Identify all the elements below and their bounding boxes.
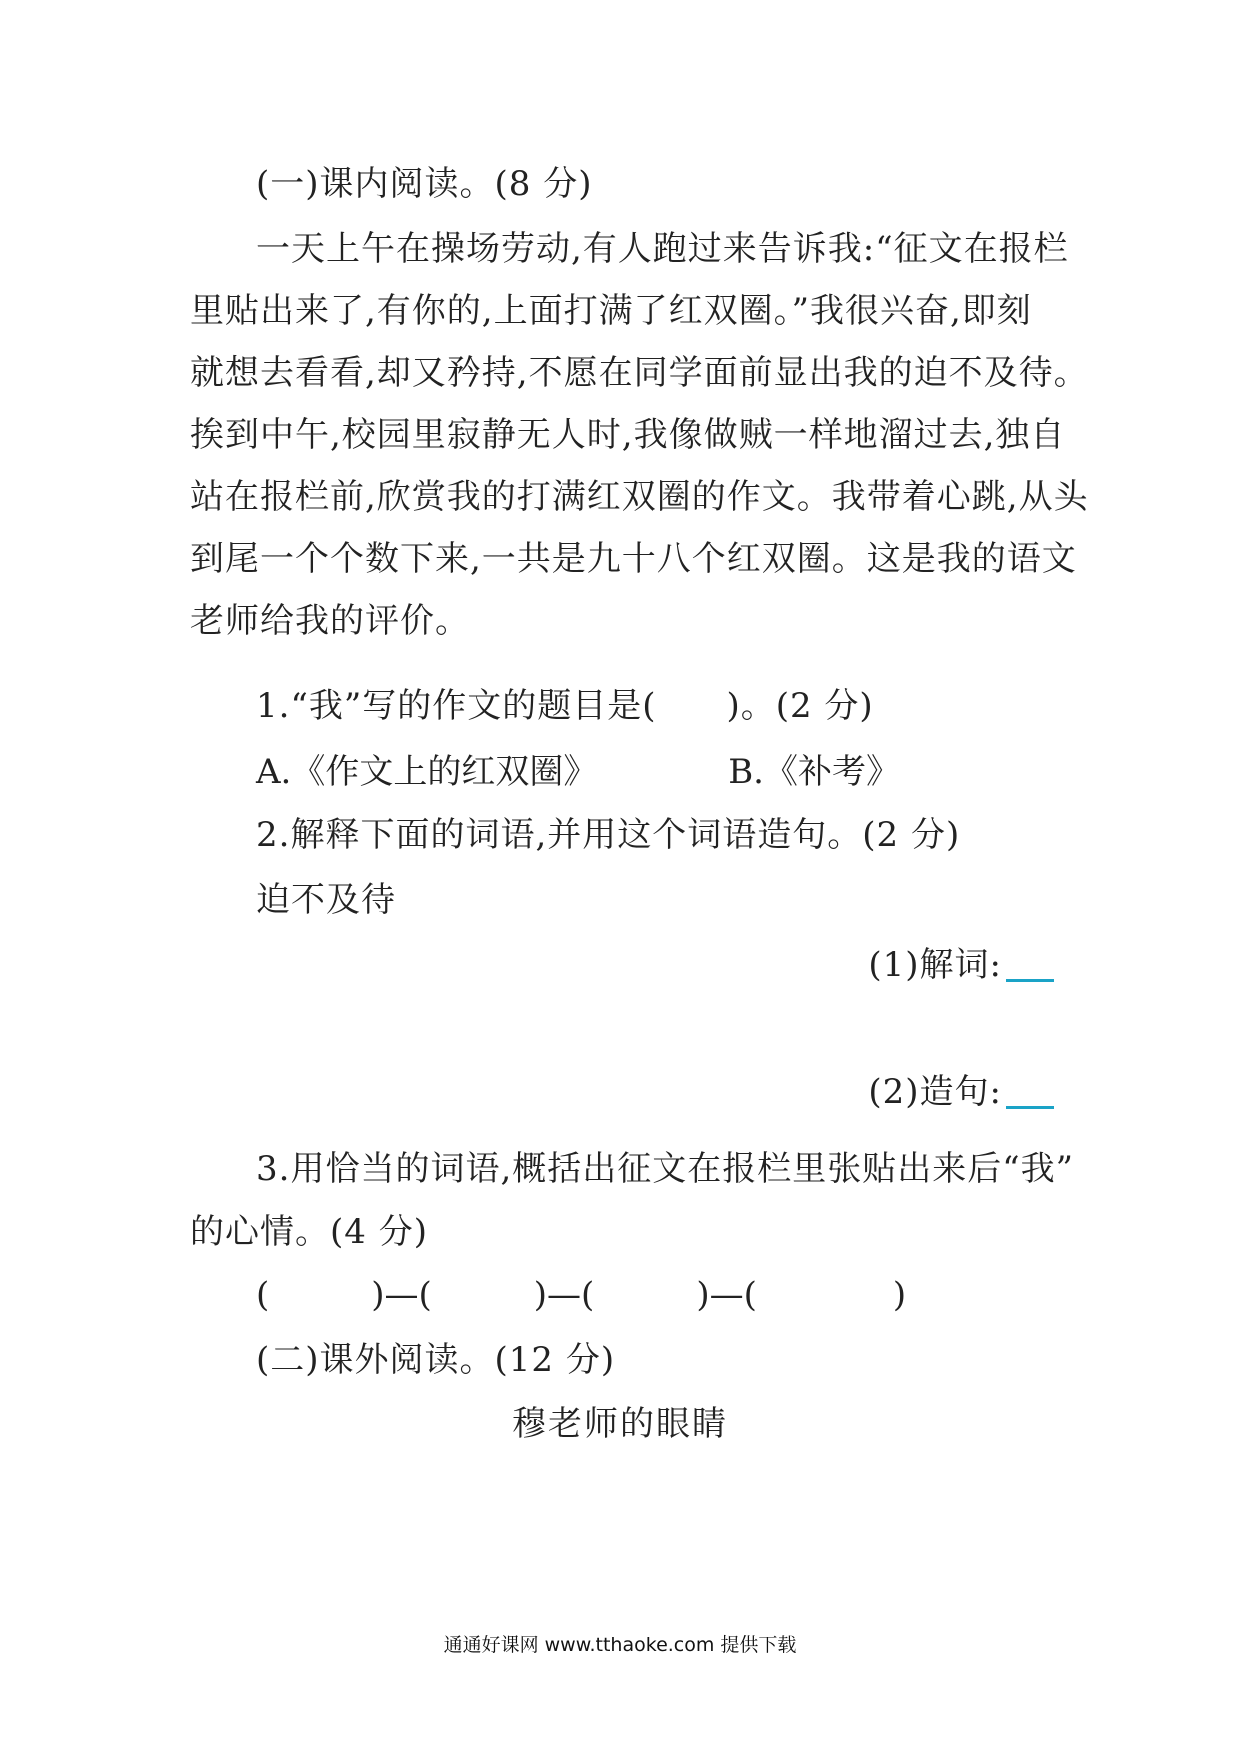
question-2: 2.解释下面的词语,并用这个词语造句。(2 分) (256, 815, 961, 855)
explain-word-answer-line[interactable] (1006, 979, 1054, 982)
passage-line-3: 就想去看看,却又矜持,不愿在同学面前显出我的迫不及待。 (190, 353, 1089, 393)
explain-word-row (868, 943, 1054, 987)
question-1: 1.“我”写的作文的题目是( )。(2 分) (256, 686, 874, 726)
section2-heading: (二)课外阅读。(12 分) (256, 1340, 616, 1380)
passage-line-6: 到尾一个个数下来,一共是九十八个红双圈。这是我的语文 (190, 539, 1077, 579)
section1-heading: (一)课内阅读。(8 分) (256, 164, 593, 204)
passage-line-4: 挨到中午,校园里寂静无人时,我像做贼一样地溜过去,独自 (190, 415, 1066, 455)
question-1-options (256, 750, 900, 794)
make-sentence-label: (2)造句: (868, 1072, 1002, 1112)
make-sentence-row (868, 1070, 1054, 1114)
option-a[interactable]: A.《作文上的红双圈》 (256, 752, 598, 792)
passage-line-2: 里贴出来了,有你的,上面打满了红双圈。”我很兴奋,即刻 (190, 291, 1032, 331)
option-b[interactable]: B.《补考》 (728, 752, 900, 792)
footer-download-notice: 通通好课网 www.tthaoke.com 提供下载 (443, 1634, 797, 1656)
passage-line-1: 一天上午在操场劳动,有人跑过来告诉我:“征文在报栏 (256, 229, 1069, 269)
article-title: 穆老师的眼睛 (512, 1404, 728, 1444)
question-3-line-2: 的心情。(4 分) (190, 1212, 428, 1252)
make-sentence-answer-line[interactable] (1006, 1106, 1054, 1109)
explain-word-label: (1)解词: (868, 945, 1002, 985)
question-3-line-1: 3.用恰当的词语,概括出征文在报栏里张贴出来后“我” (256, 1149, 1075, 1189)
passage-line-7: 老师给我的评价。 (190, 601, 470, 641)
mood-blanks-row[interactable]: ( )—( )—( )—( ) (256, 1275, 907, 1315)
question-2-word: 迫不及待 (256, 880, 396, 920)
passage-line-5: 站在报栏前,欣赏我的打满红双圈的作文。我带着心跳,从头 (190, 477, 1089, 517)
